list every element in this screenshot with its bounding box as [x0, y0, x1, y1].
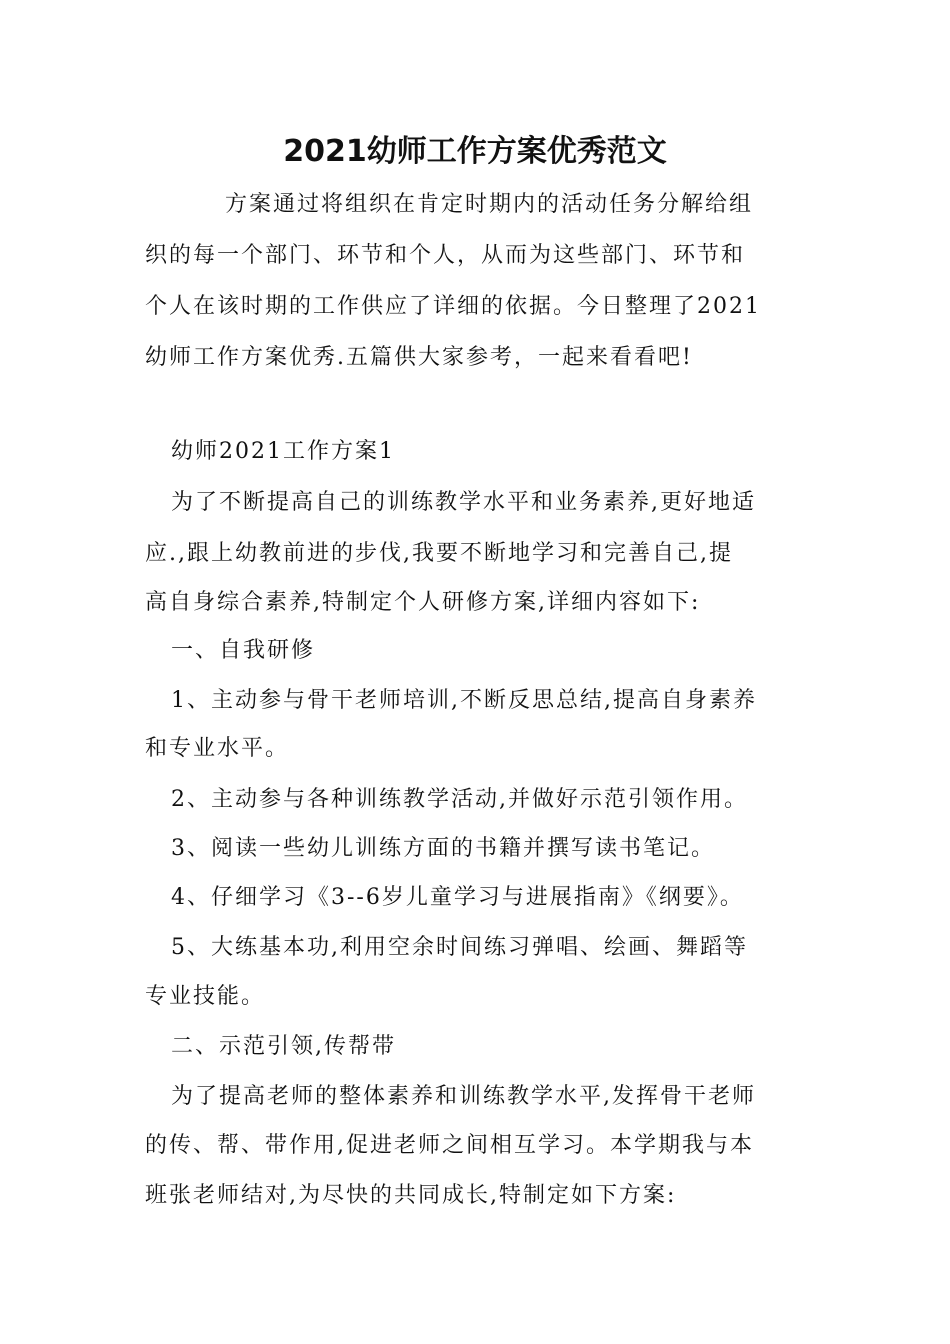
subheading-self-study: 一、自我研修 — [171, 638, 316, 663]
paragraph-line: 的传、帮、带作用,促进老师之间相互学习。本学期我与本 — [145, 1133, 754, 1158]
section-heading: 幼师2021工作方案1 — [171, 439, 395, 464]
list-item: 1、主动参与骨干老师培训,不断反思总结,提高自身素养 — [171, 688, 757, 713]
paragraph-line: 高自身综合素养,特制定个人研修方案,详细内容如下: — [145, 590, 701, 615]
paragraph-line: 应.,跟上幼教前进的步伐,我要不断地学习和完善自己,提 — [145, 541, 733, 566]
list-item: 2、主动参与各种训练教学活动,并做好示范引领作用。 — [171, 787, 748, 812]
list-item: 3、阅读一些幼儿训练方面的书籍并撰写读书笔记。 — [171, 836, 715, 861]
intro-line-4: 幼师工作方案优秀.五篇供大家参考，一起来看看吧! — [145, 345, 693, 370]
intro-line-3: 个人在该时期的工作供应了详细的依据。今日整理了2021 — [145, 294, 761, 319]
paragraph-line: 为了提高老师的整体素养和训练教学水平,发挥骨干老师 — [171, 1084, 756, 1109]
document-title: 2021幼师工作方案优秀范文 — [283, 134, 667, 169]
list-item-continuation: 专业技能。 — [145, 984, 266, 1009]
list-item: 4、仔细学习《3--6岁儿童学习与进展指南》《纲要》。 — [171, 885, 744, 910]
list-item: 5、大练基本功,利用空余时间练习弹唱、绘画、舞蹈等 — [171, 935, 748, 960]
subheading-mentoring: 二、示范引领,传帮带 — [171, 1034, 396, 1059]
paragraph-line: 为了不断提高自己的训练教学水平和业务素养,更好地适 — [171, 490, 756, 515]
list-item-continuation: 和专业水平。 — [145, 736, 290, 761]
intro-line-2: 织的每一个部门、环节和个人，从而为这些部门、环节和 — [145, 243, 746, 268]
paragraph-line: 班张老师结对,为尽快的共同成长,特制定如下方案: — [145, 1183, 677, 1208]
intro-line-1: 方案通过将组织在肯定时期内的活动任务分解给组 — [225, 192, 754, 217]
